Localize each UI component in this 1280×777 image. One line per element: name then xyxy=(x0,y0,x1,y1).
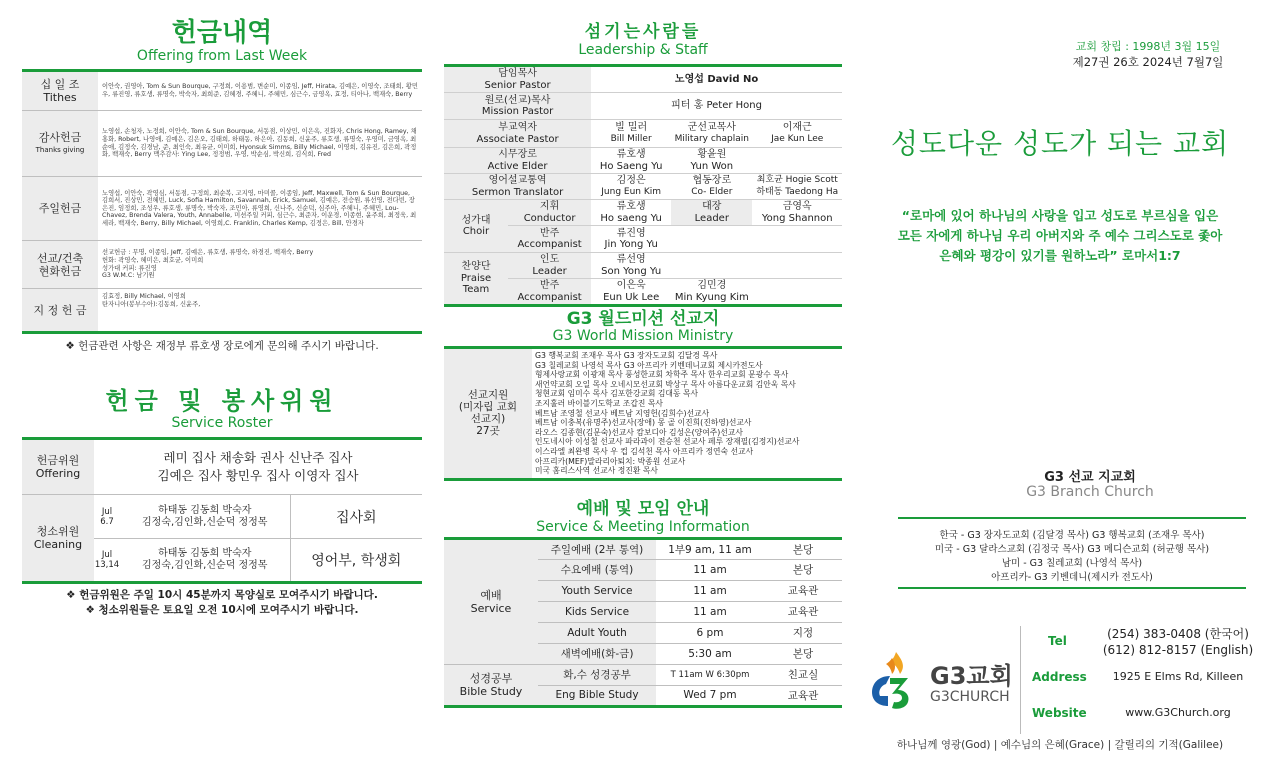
mission-label: 27곳 xyxy=(476,425,500,438)
phone-english[interactable]: (612) 812-8157 (English) xyxy=(1102,643,1254,657)
mission-line: 인도네시아 이성철 선교사 파라과이 전승천 선교사 페루 장재필(김정지)선교사 xyxy=(535,437,800,447)
table-row xyxy=(444,664,842,685)
cleaning-names: 하태동 김동희 박숙자 xyxy=(158,548,252,559)
roster-table xyxy=(22,437,422,584)
worship-label-en: Service xyxy=(470,601,512,615)
role-label: 인도 xyxy=(539,254,560,265)
mission-subtitle: G3 World Mission Ministry xyxy=(552,328,734,344)
staff-name: 류진영 xyxy=(616,227,646,239)
tel-numbers xyxy=(1098,626,1258,658)
row-label: 주일헌금 xyxy=(38,202,82,215)
phone-korean[interactable]: (254) 383-0408 (한국어) xyxy=(1107,627,1249,641)
study-time: Wed 7 pm xyxy=(656,685,764,706)
row-label-en: Tithes xyxy=(43,91,77,104)
cleaning-group: 영어부, 학생회 xyxy=(290,539,422,583)
row-label-en: Thanks giving xyxy=(35,145,85,154)
role-label: 원로(선교)목사 xyxy=(484,94,551,106)
study-name: 화,수 성경공부 xyxy=(538,664,656,685)
staff-name: 류선영 xyxy=(616,254,646,265)
service-time: 6 pm xyxy=(656,622,764,643)
row-label-2: 현화헌금 xyxy=(38,264,82,278)
row-label: 청소위원 xyxy=(36,525,80,538)
staff-name-en: Bill Miller xyxy=(610,133,652,144)
service-name: 수요예배 (통역) xyxy=(538,559,656,580)
staff-name: 빌 밀러 xyxy=(615,122,648,133)
staff-name-en: 하태동 Taedong Ha xyxy=(756,186,839,197)
logo-name: G3교회 xyxy=(930,662,1013,690)
row-label-en: Cleaning xyxy=(33,538,83,551)
mission-label: 선교지) xyxy=(470,413,506,426)
sunday-offering-names: 노영섭, 이안숙, 곽영심, 서동점, 구정희, 최순복, 고지영, 마미콜, 이종임, Jeff, Maxwell, Tom & Sun Bourque, 김희서, 진상민, 전혜빈, Luck, Sofia Hamilton, Savannah, Erick, Samuel, 김예은, 전승원, 류선영, 전다빈, 장은진, 임정희, 조성우, 류호생, 류명숙, 박숙자, 조민아, 류영희, 신나주, 신순덕, 심주아, 주혜니, 주혜민, Lou-Chavez, Brenda Valera, Youth, Annabelle, 미션주일 커피, 심근수, 최준자, 이운경, 이종현, 윤주희, 최정욱, 최세라, 백재숙, Berry, Billy Michael, 이영희,C. Franklin, Charles Kemp, 김정은, Bill, 안경자 xyxy=(98,177,422,241)
verse-line: “로마에 있어 하나님의 사랑을 입고 성도로 부르심을 입은 xyxy=(901,208,1219,223)
staff-name: 류호생 xyxy=(616,149,646,160)
row-label: 십 일 조 xyxy=(40,78,80,91)
leadership-title: 섬기는사람들 xyxy=(584,22,702,42)
branch-title: G3 선교 지교회 xyxy=(1044,470,1136,485)
role-label: 부교역자 xyxy=(498,122,537,133)
study-place: 친교실 xyxy=(764,664,842,685)
worship-title: 예배 및 모임 안내 xyxy=(576,498,710,519)
service-time: 1부9 am, 11 am xyxy=(656,538,764,559)
senior-pastor-name: 노영섭 David No xyxy=(591,66,842,93)
offering-title: 헌금내역 xyxy=(171,18,273,48)
roster-note-1: ❖ 헌금위원은 주일 10시 45분까지 목양실로 모여주시기 바랍니다. xyxy=(66,589,378,601)
staff-name: 군선교목사 xyxy=(687,122,736,133)
table-row xyxy=(444,148,842,174)
staff-name: 최호균 Hogie Scott xyxy=(756,175,838,185)
role-label: 반주 xyxy=(539,280,560,291)
staff-name-en: Jung Eun Kim xyxy=(601,186,662,197)
role-label-en: Sermon Translator xyxy=(471,186,564,198)
logo-subname: G3CHURCH xyxy=(930,689,1010,705)
staff-name-en: Jin Yong Yu xyxy=(604,239,658,250)
mission-label: (미자립 교회 xyxy=(458,401,518,414)
leadership-column xyxy=(444,0,842,708)
role-label: 시무장로 xyxy=(498,149,537,160)
staff-name-en: Yong Shannon xyxy=(761,212,833,224)
table-row xyxy=(444,66,842,93)
leadership-subtitle: Leadership & Staff xyxy=(578,42,708,58)
mission-line: 조지훌러 바이블기도학교 조갑진 목사 xyxy=(535,398,663,408)
roster-title: 헌금 및 봉사위원 xyxy=(105,387,339,415)
staff-name: 류호생 xyxy=(616,201,646,212)
role-label-en: Accompanist xyxy=(517,291,582,303)
branch-item: 한국 - G3 장자도교회 (김달경 목사) G3 행복교회 (조재우 목사) xyxy=(939,530,1205,541)
mission-line: 아프리카(MEF)말라리아퇴치: 박종원 선교사 xyxy=(535,456,686,466)
bible-verse xyxy=(860,206,1260,266)
designated-names: 김효정, Billy Michael, 이영희 탄자니아(봉부수아):김동희, 신윤주, xyxy=(98,289,422,333)
mission-line: 베트남 조영철 선교사 베트남 지영헌(김희수)선교사 xyxy=(535,408,710,418)
branch-item: 아프리카- G3 키벤데니(제시카 전도사) xyxy=(991,572,1153,583)
row-label: 선교/건축 xyxy=(36,251,84,265)
role-label: 지휘 xyxy=(539,201,560,212)
cleaning-date: 6.7 xyxy=(100,516,114,527)
staff-name: 이은욱 xyxy=(616,280,646,291)
address-text: 1925 E Elms Rd, Killeen xyxy=(1112,670,1244,683)
offering-committee-line2: 김예은 집사 황민우 집사 이영자 집사 xyxy=(157,468,359,483)
service-time: 11 am xyxy=(656,559,764,580)
role-label: 영어설교통역 xyxy=(488,175,547,186)
role-label: 대장 xyxy=(702,201,722,212)
role-label-en: Accompanist xyxy=(517,239,582,250)
table-row xyxy=(22,71,422,111)
divider xyxy=(1020,626,1021,734)
role-label-en: Team xyxy=(462,284,490,296)
mission-title: G3 월드미션 선교지 xyxy=(566,309,720,329)
mission-line: G3 행복교회 조재우 목사 G3 장자도교회 김달경 목사 xyxy=(535,351,718,360)
table-row xyxy=(444,93,842,120)
branch-item: 남미 - G3 칠레교회 (나영석 목사) xyxy=(1001,558,1143,569)
verse-line: 은혜와 평강이 있기를 원하노라” 로마서1:7 xyxy=(939,248,1181,263)
table-row xyxy=(22,177,422,241)
role-label: 담임목사 xyxy=(498,68,537,79)
cleaning-names: 김정숙,김인화,신순덕 정정목 xyxy=(142,560,268,571)
roster-subtitle: Service Roster xyxy=(171,415,273,431)
table-row xyxy=(22,289,422,333)
role-label-en: Praise xyxy=(460,272,492,284)
table-row xyxy=(444,538,842,559)
church-slogan: 하나님께 영광(God) | 예수님의 은혜(Grace) | 갈릴리의 기적(Galilee) xyxy=(896,739,1224,751)
service-name: 주일예배 (2부 통역) xyxy=(538,538,656,559)
mission-line: 청현교회 임미수 목사 김포한강교회 김대동 목사 xyxy=(535,389,699,399)
service-time: 11 am xyxy=(656,601,764,622)
branch-item: 미국 - G3 달라스교회 (김정국 목사) G3 메디슨교회 (허균행 목사) xyxy=(934,544,1210,555)
staff-name-en: Jae Kun Lee xyxy=(771,133,824,144)
service-name: Kids Service xyxy=(538,601,656,622)
church-logo-icon xyxy=(868,648,912,710)
worship-subtitle: Service & Meeting Information xyxy=(536,518,750,535)
table-row xyxy=(444,120,842,148)
offering-note: ❖ 헌금관련 사항은 재정부 류호생 장로에게 문의해 주시기 바랍니다. xyxy=(65,340,379,352)
role-label-en: Leader xyxy=(532,265,567,277)
role-label: 찬양단 xyxy=(461,261,491,273)
staff-name: 김정은 xyxy=(616,175,646,186)
mission-line: 미국 홈리스사역 선교사 정진환 목사 xyxy=(535,466,658,476)
staff-name: 황윤원 xyxy=(697,149,727,160)
leadership-table xyxy=(444,64,842,307)
role-label-en: Choir xyxy=(462,226,490,237)
study-place: 교육관 xyxy=(764,685,842,706)
service-name: Youth Service xyxy=(538,580,656,601)
bible-label-en: Bible Study xyxy=(459,684,523,698)
table-row xyxy=(444,200,842,226)
staff-name: 금영옥 xyxy=(782,201,812,212)
service-place: 본당 xyxy=(764,559,842,580)
row-label: 지 정 헌 금 xyxy=(33,303,87,317)
offering-subtitle: Offering from Last Week xyxy=(136,48,308,64)
founded-date: 교회 창립 : 1998년 3월 15일 xyxy=(1075,40,1221,53)
mission-pastor-name: 피터 홍 Peter Hong xyxy=(591,93,842,120)
mission-list xyxy=(532,348,842,480)
role-label: 성가대 xyxy=(461,214,491,226)
website-label: Website xyxy=(1032,706,1087,720)
service-place: 본당 xyxy=(764,643,842,664)
bible-label: 성경공부 xyxy=(469,671,513,685)
staff-name-en: Yun Won xyxy=(690,160,734,172)
staff-name: 협동장로 xyxy=(692,175,732,186)
table-row xyxy=(22,439,422,495)
role-label: 반주 xyxy=(539,227,560,239)
service-time: 5:30 am xyxy=(656,643,764,664)
service-place: 교육관 xyxy=(764,601,842,622)
worship-label: 예배 xyxy=(480,588,502,602)
study-name: Eng Bible Study xyxy=(538,685,656,706)
tithes-names: 이안숙, 권영아, Tom & Sun Bourque, 구정희, 이용범, 변순미, 이종임, Jeff, Hirata, 김예은, 이영숙, 조태희, 황민우, 류진영, 류호생, 류명숙, 박숙자, 최희준, 김혜경, 주혜니, 주혜민, 심근수, 금영옥, 효정, 티아나, 백재숙, Berry xyxy=(98,71,422,111)
mission-line: 베트남 이충복(유명주)선교사(장애) 몽 골 이진희(진하영)선교사 xyxy=(535,418,752,428)
role-label-en: Mission Pastor xyxy=(481,106,554,117)
staff-name-en: Ho Saeng Yu xyxy=(599,160,663,172)
role-label-en: Leader xyxy=(694,212,729,224)
mission-line: 새언약교회 오일 목사 오네시모선교회 박상구 목사 아름다운교회 김안욱 목사 xyxy=(535,379,796,389)
mission-offering-names: 선교헌금 : 무명, 이종임, Jeff, 김예은, 류호생, 류명숙, 하경진, 백재숙, Berry 헌화: 곽영숙, 혜미은, 최호균, 이미희 성가대 커피: 류진영 G3 W.M.C: 남기원 xyxy=(98,241,422,289)
cleaning-date: 13,14 xyxy=(94,560,120,570)
role-label-en: Active Elder xyxy=(487,160,548,172)
tel-label: Tel xyxy=(1048,634,1067,648)
service-place: 본당 xyxy=(764,538,842,559)
branch-subtitle: G3 Branch Church xyxy=(1026,484,1154,500)
table-row xyxy=(22,111,422,177)
cleaning-names: 김정숙,김인화,신순덕 정정목 xyxy=(142,516,268,528)
table-row xyxy=(444,174,842,200)
role-label-en: Conductor xyxy=(523,212,576,224)
service-name: 새벽예배(화-금) xyxy=(538,643,656,664)
staff-name-en: Co- Elder xyxy=(691,186,733,197)
table-row xyxy=(444,253,842,279)
row-label-en: Offering xyxy=(35,467,81,480)
table-row xyxy=(22,495,422,539)
row-label: 헌금위원 xyxy=(36,454,80,467)
cleaning-group: 집사회 xyxy=(290,495,422,539)
staff-name-en: Eun Uk Lee xyxy=(603,291,660,303)
staff-name-en: Military chaplain xyxy=(674,133,749,144)
table-row xyxy=(444,348,842,480)
cleaning-names: 하태동 김동희 박숙자 xyxy=(158,504,252,516)
worship-table xyxy=(444,537,842,708)
role-label-en: Associate Pastor xyxy=(476,133,559,145)
study-time: T 11am W 6:30pm xyxy=(656,664,764,685)
address-label: Address xyxy=(1032,670,1087,684)
mission-table xyxy=(444,346,842,481)
church-motto: 성도다운 성도가 되는 교회 xyxy=(890,127,1230,160)
staff-name-en: Min Kyung Kim xyxy=(674,291,749,303)
mission-line: 이스라엘 최완병 목사 우 컵 김석천 목사 아프리카 정연숙 선교사 xyxy=(535,446,754,456)
issue-info: 제27권 26호 2024년 7월7일 xyxy=(1072,55,1224,69)
cleaning-date: Jul xyxy=(101,506,113,517)
mission-label: 선교지원 xyxy=(467,389,509,402)
cleaning-date: Jul xyxy=(101,550,113,560)
staff-name-en: Son Yong Yu xyxy=(601,265,662,277)
website-link[interactable]: www.G3Church.org xyxy=(1125,706,1231,719)
service-name: Adult Youth xyxy=(538,622,656,643)
staff-name: 이재근 xyxy=(782,122,812,133)
staff-name: 김민경 xyxy=(697,280,727,291)
service-time: 11 am xyxy=(656,580,764,601)
role-label-en: Senior Pastor xyxy=(484,79,551,91)
branch-list xyxy=(898,517,1246,589)
service-place: 교육관 xyxy=(764,580,842,601)
row-label: 감사헌금 xyxy=(38,130,82,144)
service-place: 지정 xyxy=(764,622,842,643)
roster-note-2: ❖ 청소위원들은 토요일 오전 10시에 모여주시기 바랍니다. xyxy=(85,604,359,616)
mission-line: G3 칠레교회 나영석 목사 G3 아프리카 키벤데니교회 제시카전도사 xyxy=(535,360,763,370)
offering-column xyxy=(22,0,422,617)
offering-table xyxy=(22,69,422,334)
mission-line: 형제사랑교회 이광재 목사 풍성한교회 차학주 목사 한우리교회 문광수 목사 xyxy=(535,370,789,380)
thanksgiving-names: 노영섭, 손청자, 노정희, 이안숙, Tom & Sun Bourque, 서동점, 이상민, 이은옥, 진화자, Chris Hong, Ramey, 채홍화, Robert, 나영애, 김예은, 김은오, 김태희, 하태동, 하은아, 김동희, 신윤주, 류호생, 류명숙, 우영미, 금영옥, 최순애, 김정숙, 김경남, 준, 최인숙, 최유균, 이미희, Hyonsuk Simms, Billy Michael, 이영희, 김유진, 김은희, 곽정화, 백재숙, Berry 맥추감사: Ying Lee, 정정범, 우영, 박순심, 박신희, 김식희, Fred xyxy=(98,111,422,177)
offering-committee-line1: 레미 집사 채송화 권사 신난주 집사 xyxy=(163,450,353,465)
mission-line: 라오스 김종현(김문숙)선교사 캄보디아 김성은(양여주)선교사 xyxy=(535,427,743,437)
verse-line: 모든 자에게 하나님 우리 아버지와 주 예수 그리스도로 좇아 xyxy=(897,228,1223,243)
staff-name-en: Ho saeng Yu xyxy=(600,212,662,224)
table-row xyxy=(22,241,422,289)
